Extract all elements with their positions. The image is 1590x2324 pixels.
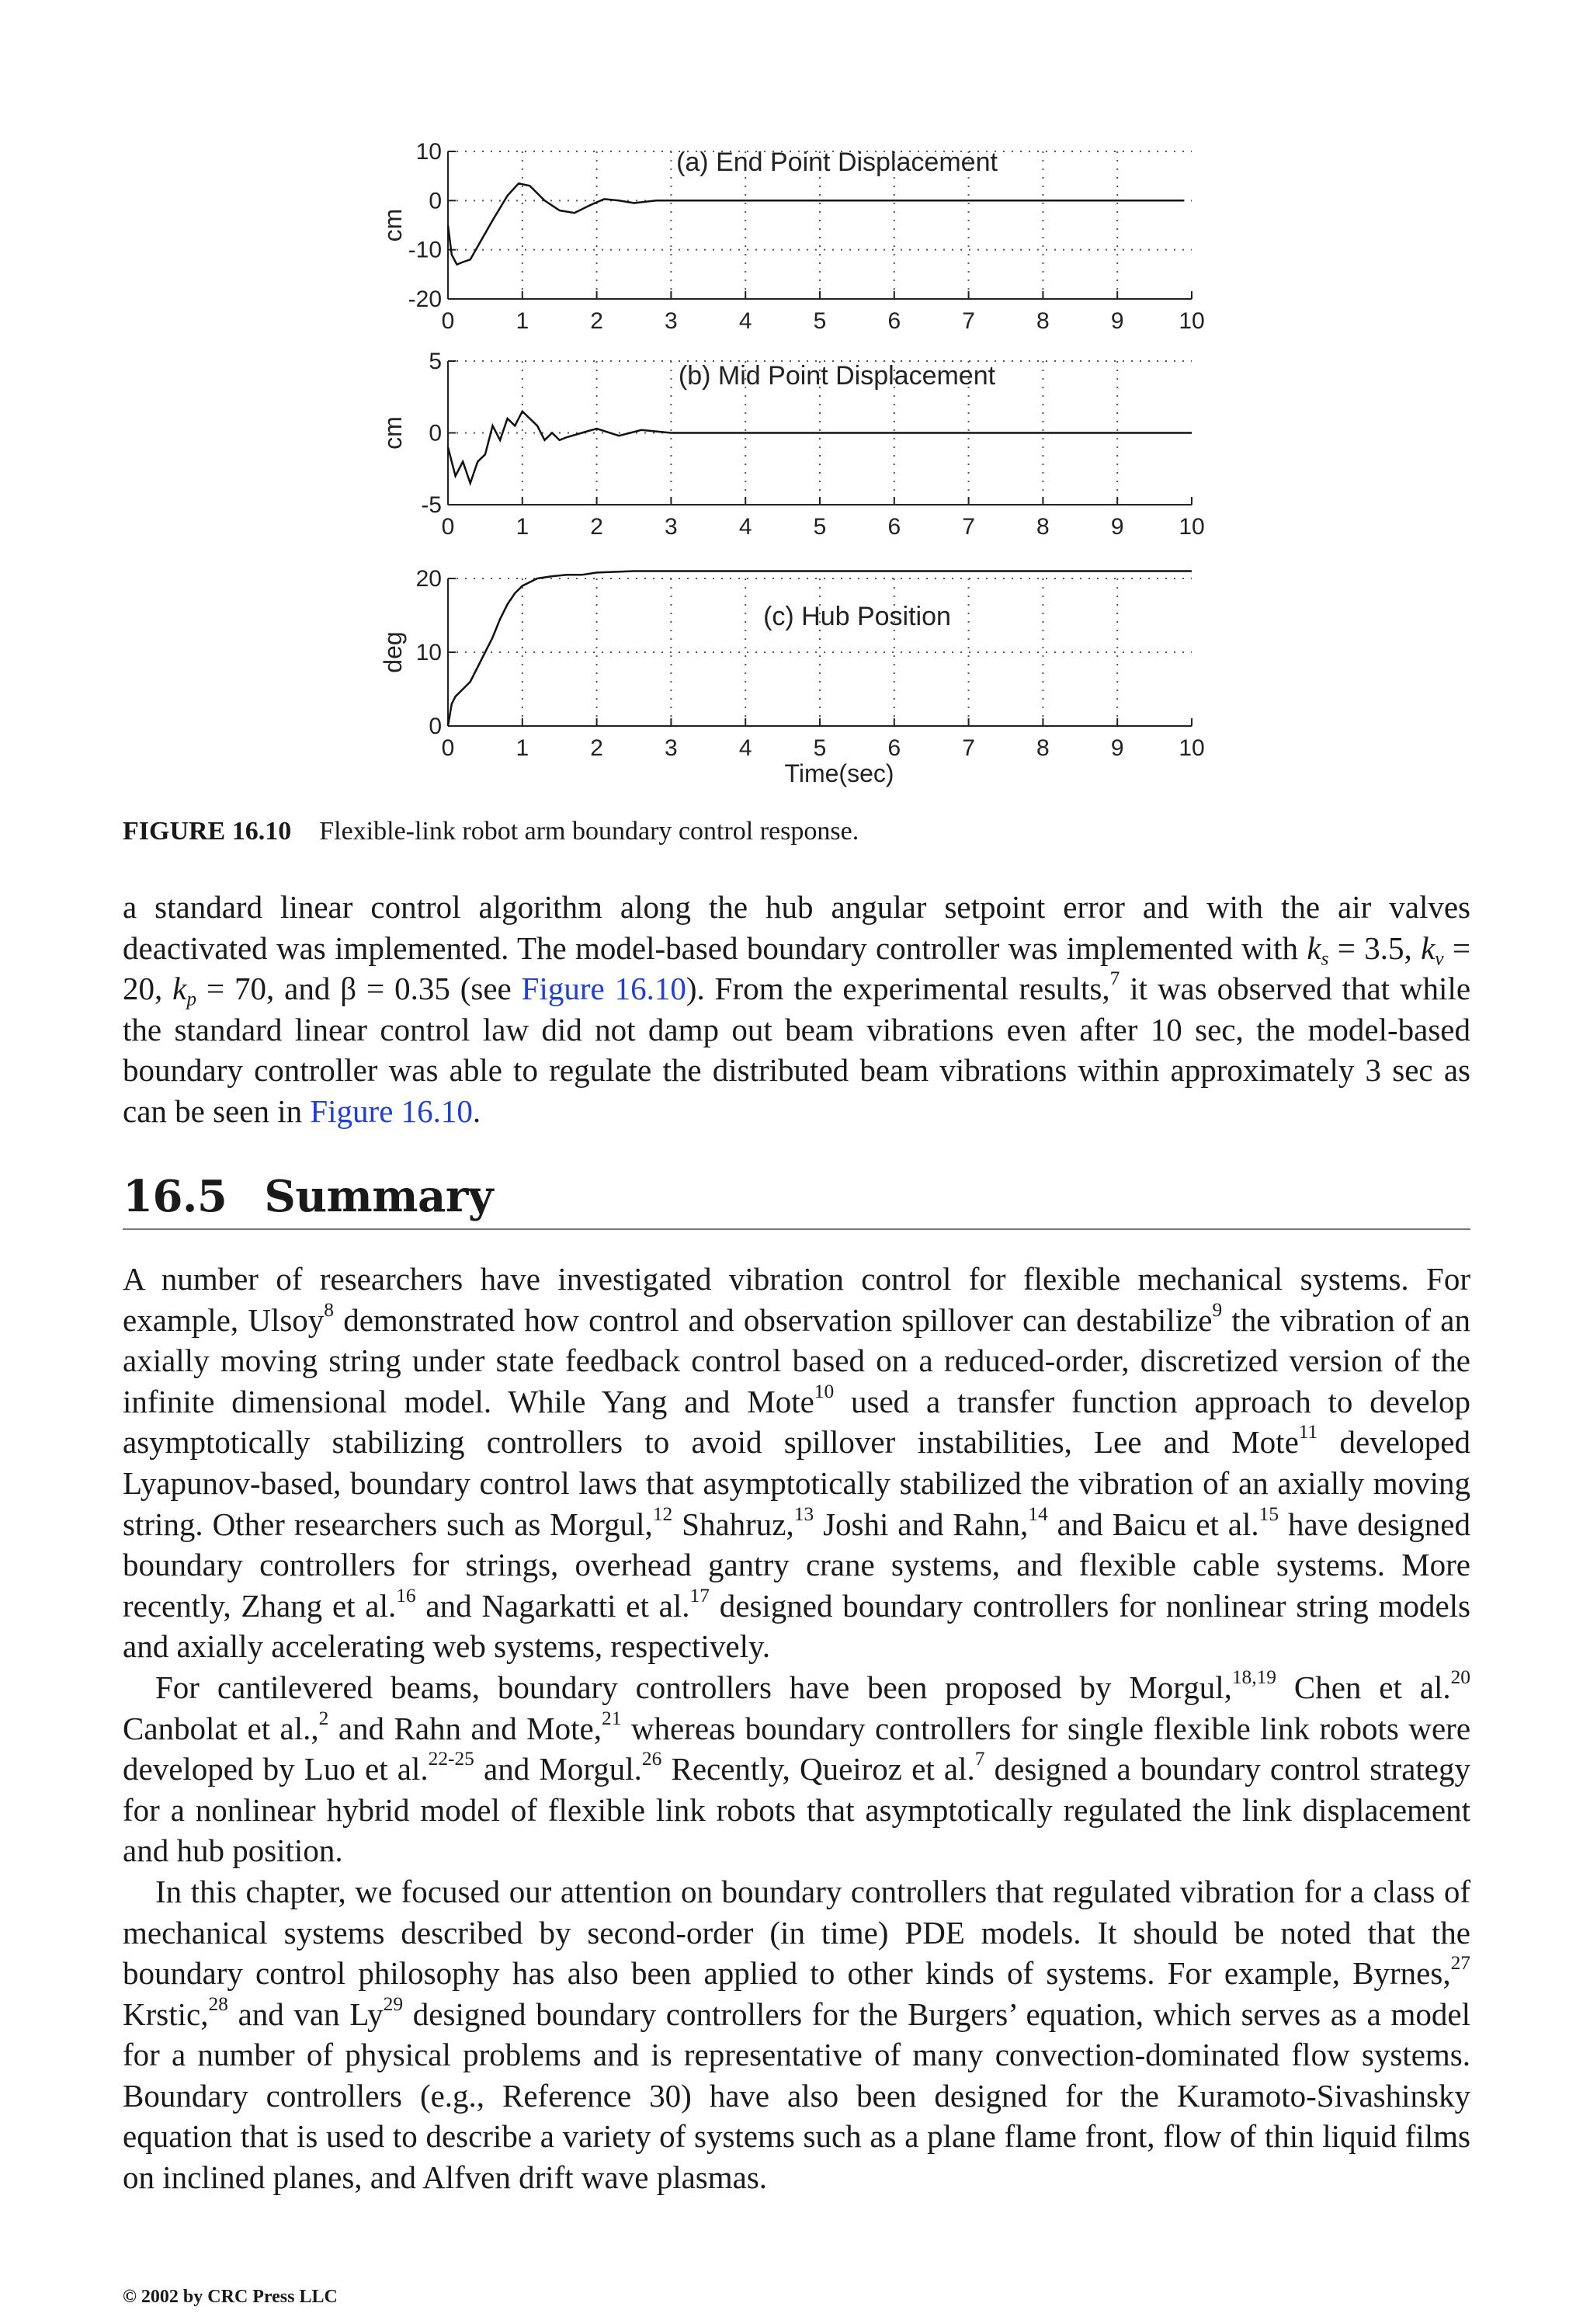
y-tick-label: -5 [421, 492, 442, 518]
math-eq1: = 3.5, [1328, 929, 1422, 966]
text-run: whereas boundary controllers for single flexible link robots were developed by Luo et al. [123, 1710, 1471, 1787]
para1-line2: deactivated was implemented. The model-based boundary controller was implemented with [123, 929, 1299, 966]
text-run: In this chapter, we focused our attention on boundary controllers that regulated vibration for a class of mechanical systems described by second-order (in time) PDE models. It should be noted that the boundary control philosophy has also been applied to other kinds of systems. For example, Byrnes, [123, 1873, 1470, 1992]
y-tick-label: 10 [415, 640, 442, 665]
x-tick-label: 7 [962, 308, 975, 334]
citation-ref: 28 [208, 1992, 228, 2015]
x-tick-label: 1 [516, 514, 529, 540]
citation-ref: 17 [689, 1584, 710, 1607]
x-tick-label: 4 [738, 514, 752, 540]
text-run: designed boundary controllers for nonlinear string models and axially accelerating web systems, respectively. [123, 1587, 1470, 1665]
citation-ref: 9 [1212, 1298, 1223, 1321]
x-tick-label: 6 [887, 514, 901, 540]
text-run: developed Lyapunov-based, boundary control laws that asymptotically stabilized the vibration of an axially moving string. Other researchers such as Morgul, [123, 1424, 1470, 1542]
y-axis-label: deg [379, 631, 407, 673]
x-tick-label: 7 [962, 514, 975, 540]
text-run: and Nagarkatti et al. [415, 1587, 690, 1624]
y-tick-label: -10 [408, 237, 442, 263]
section-heading [123, 1171, 1470, 1230]
panel-title: (b) Mid Point Displacement [678, 361, 996, 391]
citation-ref: 13 [793, 1502, 814, 1525]
para1-text: ). From the experimental results, [686, 971, 1110, 1007]
para1-text: it was [1120, 971, 1207, 1007]
math-k: k [172, 971, 187, 1007]
x-tick-label: 0 [441, 514, 455, 540]
series-line [448, 183, 1184, 265]
x-tick-label: 2 [590, 308, 603, 334]
text-run: used a transfer function approach to develop asymptotically stabilizing controllers to avoid spillover instabilities, Lee and Mote [123, 1383, 1470, 1461]
x-tick-label: 0 [441, 308, 455, 334]
y-tick-label: 10 [415, 139, 442, 165]
y-tick-label: 0 [429, 420, 442, 446]
x-tick-label: 5 [813, 514, 827, 540]
x-tick-label: 9 [1110, 308, 1124, 334]
text-run: A number of researchers have investigated vibration control for flexible mechanical systems. For example, Ulsoy [123, 1261, 1470, 1338]
citation-ref: 8 [324, 1298, 334, 1321]
figure-link[interactable]: Figure 16.10 [310, 1093, 473, 1129]
text-run: For cantilevered beams, boundary controllers have been proposed by Morgul, [155, 1669, 1232, 1705]
x-tick-label: 7 [962, 735, 975, 761]
citation-ref: 16 [396, 1584, 416, 1607]
y-tick-label: 5 [429, 349, 442, 374]
x-tick-label: 9 [1110, 514, 1124, 540]
citation-ref: 18,19 [1231, 1666, 1277, 1688]
y-tick-label: 0 [429, 714, 442, 739]
text-run: Canbolat et al., [123, 1710, 319, 1746]
para1-line1: a standard linear control algorithm along the hub angular setpoint error and with the air valves [123, 889, 1470, 925]
figure-caption [123, 817, 859, 846]
x-tick-label: 2 [590, 514, 603, 540]
summary-text [123, 1259, 1470, 2198]
citation-ref: 12 [652, 1502, 673, 1525]
x-tick-label: 1 [516, 735, 529, 761]
math-eq2: = 20, [123, 929, 1471, 1007]
text-run: and Rahn and Mote, [328, 1710, 602, 1746]
text-run: have designed boundary controllers for strings, overhead gantry crane systems, and flexible cable systems. More recently, Zhang et al. [123, 1506, 1471, 1624]
x-tick-label: 1 [516, 308, 529, 334]
x-tick-label: 9 [1110, 735, 1124, 761]
citation-ref: 29 [383, 1992, 404, 2015]
x-tick-label: 10 [1179, 308, 1205, 334]
citation-ref: 27 [1450, 1952, 1470, 1975]
series-line [448, 571, 1192, 727]
citation-ref: 11 [1298, 1421, 1318, 1443]
citation-ref: 7 [1109, 967, 1120, 990]
x-tick-label: 5 [813, 735, 827, 761]
section-title: Summary [264, 1171, 493, 1222]
text-run: designed a boundary control strategy for a nonlinear hybrid model of flexible link robots that asymptotically regulated the link displacement and hub position. [123, 1751, 1470, 1869]
text-run: Recently, Queiroz et al. [661, 1751, 975, 1787]
y-axis-label: cm [379, 208, 407, 242]
y-tick-label: 20 [415, 566, 442, 592]
copyright-footer: © 2002 by CRC Press LLC [123, 2287, 338, 2307]
x-tick-label: 10 [1179, 735, 1205, 761]
math-sub-s: s [1321, 947, 1329, 970]
x-tick-label: 8 [1036, 735, 1050, 761]
text-run: and Baicu et al. [1047, 1506, 1259, 1542]
text-run: Krstic, [123, 1996, 209, 2032]
citation-ref: 14 [1028, 1502, 1048, 1525]
x-tick-label: 4 [738, 308, 752, 334]
text-run: Joshi and Rahn, [814, 1506, 1029, 1542]
para1-line4: observed that while the standard linear control law did not damp out beam vibrations even after 10 sec, the model-based boundary controller was able to regulate the distributed beam vibrations within approximately 3 sec as can be seen in [123, 971, 1471, 1129]
text-run: Shahruz, [672, 1506, 794, 1542]
x-tick-label: 4 [738, 735, 752, 761]
y-tick-label: -20 [408, 287, 442, 312]
math-sub-p: p [186, 988, 197, 1010]
math-k: k [1307, 929, 1321, 966]
citation-ref: 2 [318, 1707, 329, 1729]
figure-16-10 [0, 0, 1590, 808]
section-number: 16.5 [123, 1171, 227, 1222]
math-k: k [1421, 929, 1436, 966]
text-run: designed boundary controllers for the Burgers’ equation, which serves as a model for a number of physical problems and is representative of many convection-dominated flow systems. Boundary controllers (e.g., Reference 30) have also been designed for the Kuramoto-Sivashinsky equation that is used to describe a variety of systems such as a plane flame front, flow of thin liquid films on inclined planes, and Alfven drift wave plasmas. [123, 1996, 1470, 2196]
x-tick-label: 0 [441, 735, 455, 761]
citation-ref: 20 [1450, 1666, 1470, 1688]
summary-paragraph-2 [123, 1667, 1470, 1871]
text-run: and van Ly [227, 1996, 384, 2032]
x-tick-label: 3 [665, 308, 678, 334]
x-tick-label: 5 [813, 308, 827, 334]
x-tick-label: 6 [887, 735, 901, 761]
x-tick-label: 3 [665, 735, 678, 761]
x-tick-label: 8 [1036, 308, 1050, 334]
citation-ref: 7 [974, 1748, 985, 1770]
math-sub-v: v [1435, 947, 1444, 970]
x-tick-label: 2 [590, 735, 603, 761]
figure-link[interactable]: Figure 16.10 [521, 971, 686, 1007]
caption-text: Flexible-link robot arm boundary control response. [319, 817, 859, 846]
x-tick-label: 6 [887, 308, 901, 334]
text-run: demonstrated how control and observation spillover can destabilize [334, 1301, 1213, 1338]
y-tick-label: 0 [429, 188, 442, 214]
text-run: and Morgul. [474, 1751, 642, 1787]
panel-title: (c) Hub Position [763, 602, 951, 631]
summary-paragraph-3 [123, 1871, 1470, 2198]
summary-paragraph-1 [123, 1259, 1470, 1667]
x-tick-label: 8 [1036, 514, 1050, 540]
x-tick-label: 3 [665, 514, 678, 540]
text-run: Chen et al. [1276, 1669, 1451, 1705]
paragraph-experimental [123, 887, 1470, 1132]
caption-label: FIGURE 16.10 [123, 817, 292, 846]
citation-ref: 22-25 [428, 1748, 474, 1770]
math-eq3: = 70, and β = 0.35 (see [196, 971, 522, 1007]
text-run: the vibration of an axially moving string under state feedback control based on a reduced-order, discretized version of the infinite dimensional model. While Yang and Mote [123, 1301, 1470, 1419]
para1-end: . [472, 1093, 481, 1129]
x-axis-label: Time(sec) [784, 759, 894, 787]
y-axis-label: cm [379, 416, 407, 450]
citation-ref: 21 [601, 1707, 622, 1729]
panel-title: (a) End Point Displacement [676, 148, 998, 177]
citation-ref: 10 [814, 1380, 835, 1402]
citation-ref: 15 [1258, 1502, 1279, 1525]
citation-ref: 26 [641, 1748, 662, 1770]
x-tick-label: 10 [1179, 514, 1205, 540]
